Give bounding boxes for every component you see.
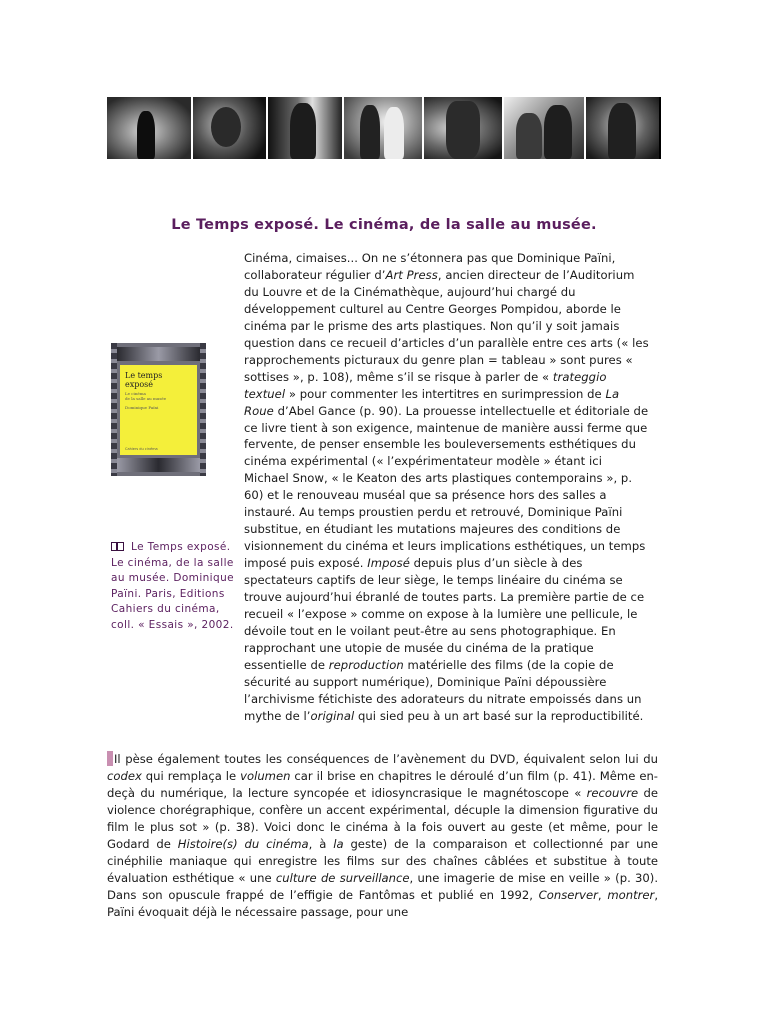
book-cover-subtitle-2: de la salle au musée [125, 396, 167, 401]
text-run: geste) de la comparaison et collectionné par une cinéphilie maniaque qui enregistre les films sur des chaînes câblées et substitue à toute évaluation esthétique « une [107, 836, 658, 885]
text-run: , une imagerie de mise en veille » (p. 30). Dans son opuscule frappé de l’effigie de Fantômas et publié en 1992, [107, 870, 659, 902]
text-run: , ancien directeur de l’Auditorium du Louvre et de la Cinémathèque, aujourd’hui chargé du développement culturel au Centre Georges Pompidou, aborde le cinéma par le prisme des arts plastiques. Non qu’il y soit jamais question dans ce recueil d’articles d’un parallèle entre ces arts (« les rapprochements picturaux du genre plan = tableau » sont pures « sottises », p. 108), même s’il se risque à parler de « [244, 267, 649, 384]
paragraph-2 [107, 751, 658, 921]
text-run: » pour commenter les intertitres en surimpression de [285, 386, 606, 401]
text-run-italic: Imposé [367, 556, 410, 571]
text-run: Cinéma, cimaises... On ne s’étonnera pas que Dominique Païni, collaborateur régulier d’ [244, 251, 616, 282]
text-run-italic: montrer [607, 887, 655, 902]
text-run-italic: Histoire(s) du cinéma [177, 836, 309, 851]
text-run: , [597, 887, 608, 902]
film-still-4 [342, 97, 422, 159]
text-run-italic: volumen [240, 768, 291, 783]
text-run-italic: codex [107, 768, 142, 783]
text-run-italic: culture de surveillance [275, 870, 410, 885]
text-run: car il brise en chapitres le déroulé d’un film (p. 41). Même en-deçà du numérique, la lecture syncopée et idiosyncrasique le magnétoscope « [107, 768, 658, 800]
film-still-5 [422, 97, 502, 159]
film-still-6 [502, 97, 584, 159]
film-still-1 [107, 97, 191, 159]
paragraph-1 [244, 250, 649, 725]
film-still-3 [266, 97, 342, 159]
film-still-2 [191, 97, 266, 159]
book-icon [111, 542, 124, 551]
text-run-italic: trateggio textuel [244, 369, 607, 401]
book-cover-label [120, 365, 197, 455]
text-run-italic: reproduction [328, 657, 404, 672]
book-cover-publisher: Cahiers du cinéma [125, 447, 158, 451]
text-run-italic: original [310, 708, 355, 723]
text-run: d’Abel Gance (p. 90). La prouesse intellectuelle et éditoriale de ce livre tient à son exigence, maintenue de manière aussi ferme que fervente, de penser ensemble les bouleversements esthétiques du cinéma expérimental (« l’expérimentateur modèle » étant ici Michael Snow, « le Keaton des arts plastiques contemporains », p. 60) et le renouveau muséal que sa présence hors des salles a instauré. Au temps proustien perdu et retrouvé, Dominique Païni substitue, en étudiant les mutations majeures des conditions de visionnement du cinéma et leurs implications esthétiques, un temps imposé puis exposé. [244, 403, 649, 571]
text-run-italic: la [333, 836, 344, 851]
book-cover [111, 343, 206, 476]
book-cover-title: Le temps exposé [125, 371, 163, 389]
book-cover-author: Dominique Païni [125, 405, 159, 410]
text-run-italic: Art Press [385, 267, 438, 282]
text-run: matérielle des films (de la copie de sécurité au support numérique), Dominique Païni dépoussière l’archivisme fétichiste des adorateurs du nitrate empoissés dans un mythe de l’ [244, 657, 642, 723]
article-title: Le Temps exposé. Le cinéma, de la salle au musée. [171, 217, 597, 233]
text-run: , Païni évoquait déjà le nécessaire passage, pour une [107, 887, 658, 919]
film-stills-banner [107, 97, 661, 159]
book-caption-text: Le Temps exposé. Le cinéma, de la salle au musée. Dominique Païni. Paris, Editions Cahiers du cinéma, coll. « Essais », 2002. [111, 541, 234, 631]
text-run: de violence chorégraphique, confère un accent expérimental, décuple la dimension figurative du film le plus sot » (p. 38). Voici donc le cinéma à la fois ouvert au geste (et même, pour le Godard de [107, 785, 658, 851]
text-run: , à [308, 836, 334, 851]
film-still-7 [584, 97, 659, 159]
text-run: qui remplaça le [141, 768, 241, 783]
text-run: depuis plus d’un siècle à des spectateurs captifs de leur siège, le temps linéaire du cinéma se trouve aujourd’hui ébranlé de toutes parts. La première partie de ce recueil « l’expose » comme on expose à la lumière une pellicule, le dévoile tout en le voilant peut-être au sens photographique. En rapprochant une utopie de musée du cinéma de la pratique essentielle de [244, 556, 645, 672]
book-cover-subtitle-1: Le cinéma [125, 391, 146, 396]
text-run: Il pèse également toutes les conséquences de l’avènement du DVD, équivalent selon lui du [114, 752, 658, 766]
paragraph-marker [107, 751, 113, 766]
text-run-italic: La Roue [244, 386, 620, 418]
text-run: qui sied peu à un art basé sur la reproductibilité. [354, 708, 644, 723]
article-body-column [244, 250, 649, 725]
book-caption [111, 540, 234, 633]
article-body-full [107, 751, 658, 921]
text-run-italic: recouvre [586, 785, 639, 800]
text-run-italic: Conserver [538, 887, 598, 902]
